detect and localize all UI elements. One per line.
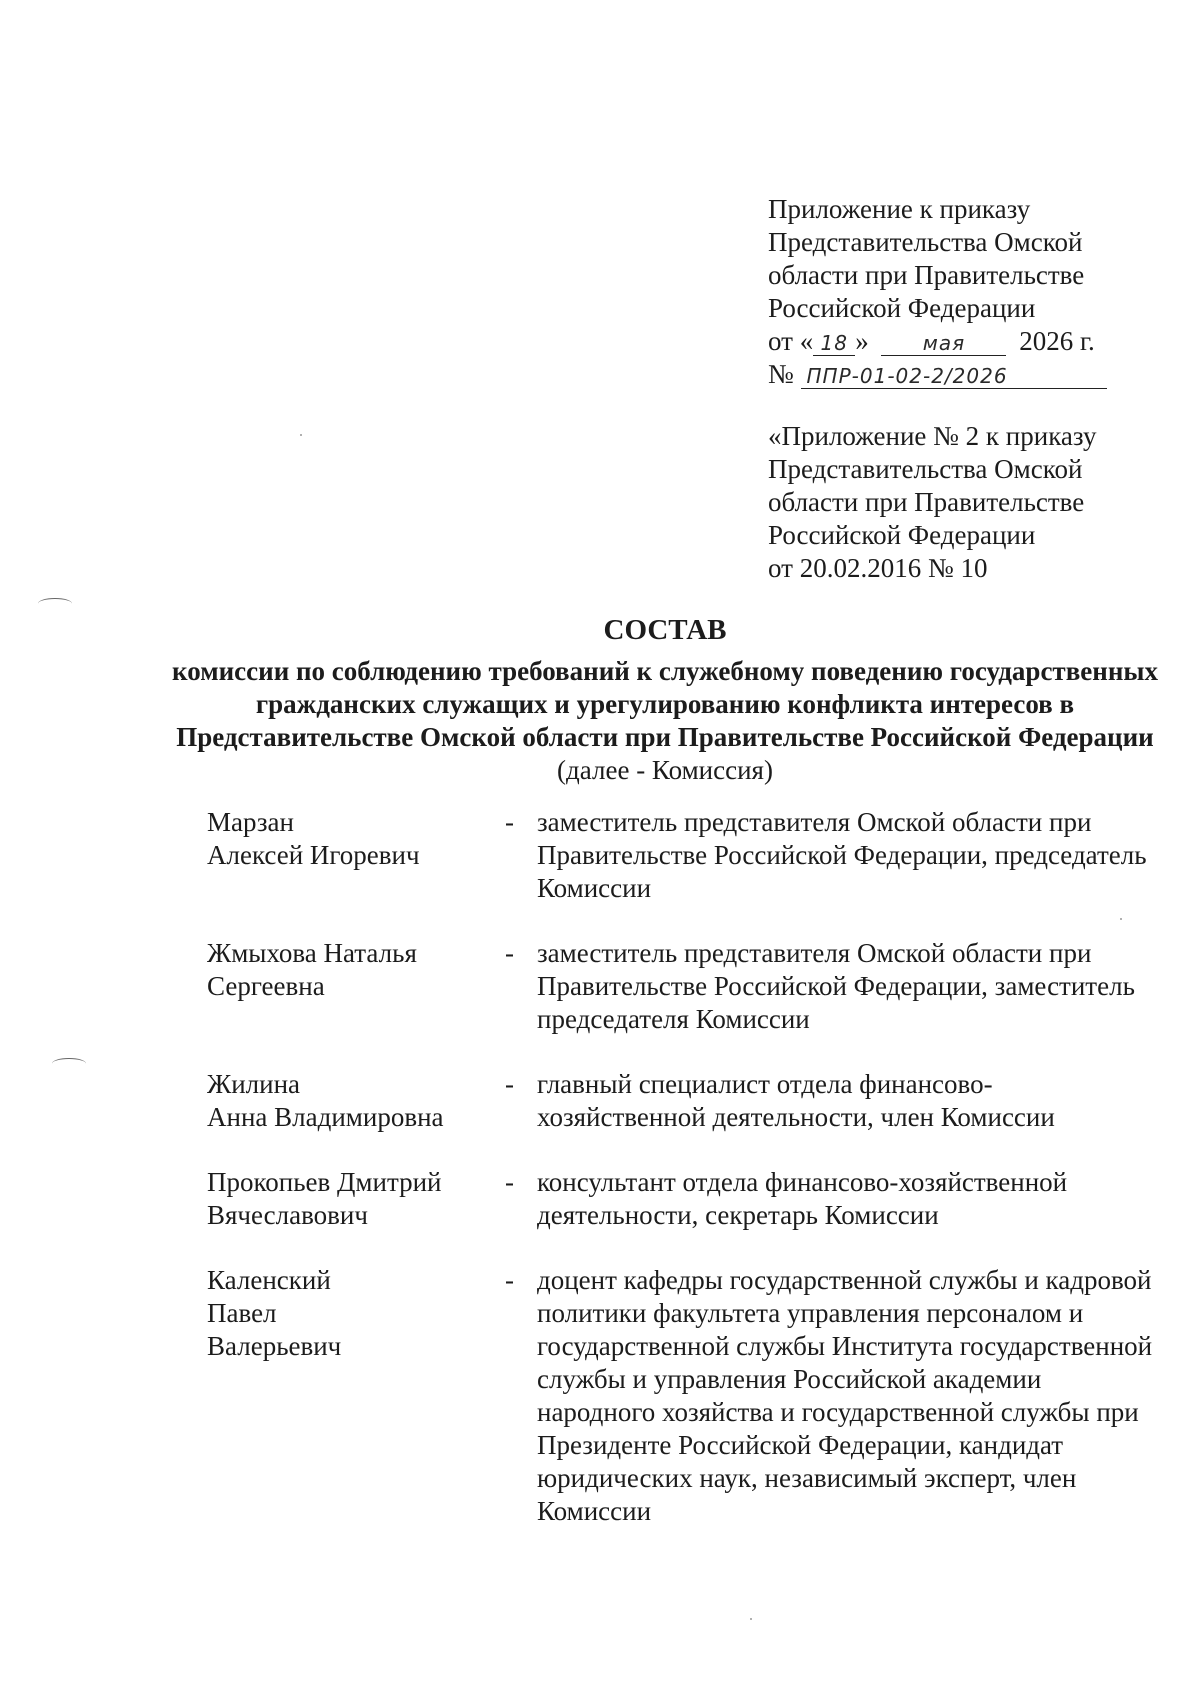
member-name-line: Каленский — [207, 1265, 331, 1295]
appendix-line: «Приложение № 2 к приказу — [768, 421, 1097, 451]
appendix-line: области при Правительстве — [768, 487, 1085, 517]
member-dash: - — [505, 938, 514, 968]
member-name — [207, 1068, 505, 1134]
member-role: доцент кафедры государственной службы и кадровой политики факультета управления персоналом и государственной службы Института государственной службы и управления Российской академии народного хозяйства и государственной службы при Президенте Российской Федерации, кандидат юридических наук, независимый эксперт, член Комиссии — [537, 1265, 1153, 1526]
appendix-line: Представительства Омской — [768, 227, 1083, 257]
number-prefix: № — [768, 359, 794, 389]
member-name-line: Марзан — [207, 807, 294, 837]
date-mid: » — [855, 326, 869, 356]
document-subtitle — [170, 655, 1160, 787]
member-name-line: Вячеславович — [207, 1200, 368, 1230]
scan-mark — [38, 598, 72, 609]
document-title-block — [170, 614, 1160, 787]
date-month-handwritten: мая — [922, 331, 966, 355]
member-name-line: Жмыхова Наталья — [207, 938, 417, 968]
member-role: главный специалист отдела финансово-хозяйственной деятельности, член Комиссии — [537, 1069, 1055, 1132]
subtitle-normal: (далее - Комиссия) — [557, 755, 773, 785]
member-dash: - — [505, 1069, 514, 1099]
member-row — [207, 806, 1157, 905]
appendix-line: области при Правительстве — [768, 260, 1085, 290]
member-dash: - — [505, 1265, 514, 1295]
appendix-current-order — [768, 193, 1107, 391]
member-name-line: Валерьевич — [207, 1331, 342, 1361]
subtitle-bold: комиссии по соблюдению требований к служебному поведению государственных гражданских служащих и урегулированию конфликта интересов в Представительстве Омской области при Правительстве Российской Федерации — [172, 656, 1158, 752]
appendix-line: от 20.02.2016 № 10 — [768, 553, 988, 583]
appendix-line: Приложение к приказу — [768, 194, 1031, 224]
appendix-line: Российской Федерации — [768, 293, 1036, 323]
scan-mark — [52, 1058, 86, 1069]
number-handwritten: ППР-01-02-2/2026 — [806, 364, 1008, 388]
members-list — [207, 806, 1157, 1560]
appendix-date-line — [768, 325, 1107, 358]
date-day-handwritten: 18 — [820, 331, 848, 355]
member-name-line: Павел — [207, 1298, 277, 1328]
member-dash: - — [505, 807, 514, 837]
document-title: СОСТАВ — [603, 614, 727, 646]
member-dash: - — [505, 1167, 514, 1197]
scan-speck — [750, 1618, 752, 1620]
member-name — [207, 806, 505, 905]
member-name — [207, 1166, 505, 1232]
member-name-line: Алексей Игоревич — [207, 840, 420, 870]
member-row — [207, 937, 1157, 1036]
member-name-line: Анна Владимировна — [207, 1102, 444, 1132]
appendix-original-order — [768, 420, 1096, 585]
appendix-line: Представительства Омской — [768, 454, 1083, 484]
scan-speck — [300, 434, 302, 436]
date-year: 2026 г. — [1019, 326, 1095, 356]
member-role: консультант отдела финансово-хозяйственной деятельности, секретарь Комиссии — [537, 1167, 1068, 1230]
date-prefix: от « — [768, 326, 814, 356]
date-month-field — [881, 329, 1006, 356]
number-field — [801, 362, 1107, 389]
member-name-line: Сергеевна — [207, 971, 325, 1001]
member-row — [207, 1068, 1157, 1134]
member-row — [207, 1166, 1157, 1232]
appendix-line: Российской Федерации — [768, 520, 1036, 550]
appendix-number-line — [768, 358, 1107, 391]
member-name — [207, 937, 505, 1036]
date-day-field — [813, 329, 855, 356]
member-name-line: Прокопьев Дмитрий — [207, 1167, 442, 1197]
member-role: заместитель представителя Омской области при Правительстве Российской Федерации, заместитель председателя Комиссии — [537, 938, 1135, 1034]
member-name — [207, 1264, 505, 1528]
member-role: заместитель представителя Омской области при Правительстве Российской Федерации, председатель Комиссии — [537, 807, 1147, 903]
member-row — [207, 1264, 1157, 1528]
member-name-line: Жилина — [207, 1069, 300, 1099]
